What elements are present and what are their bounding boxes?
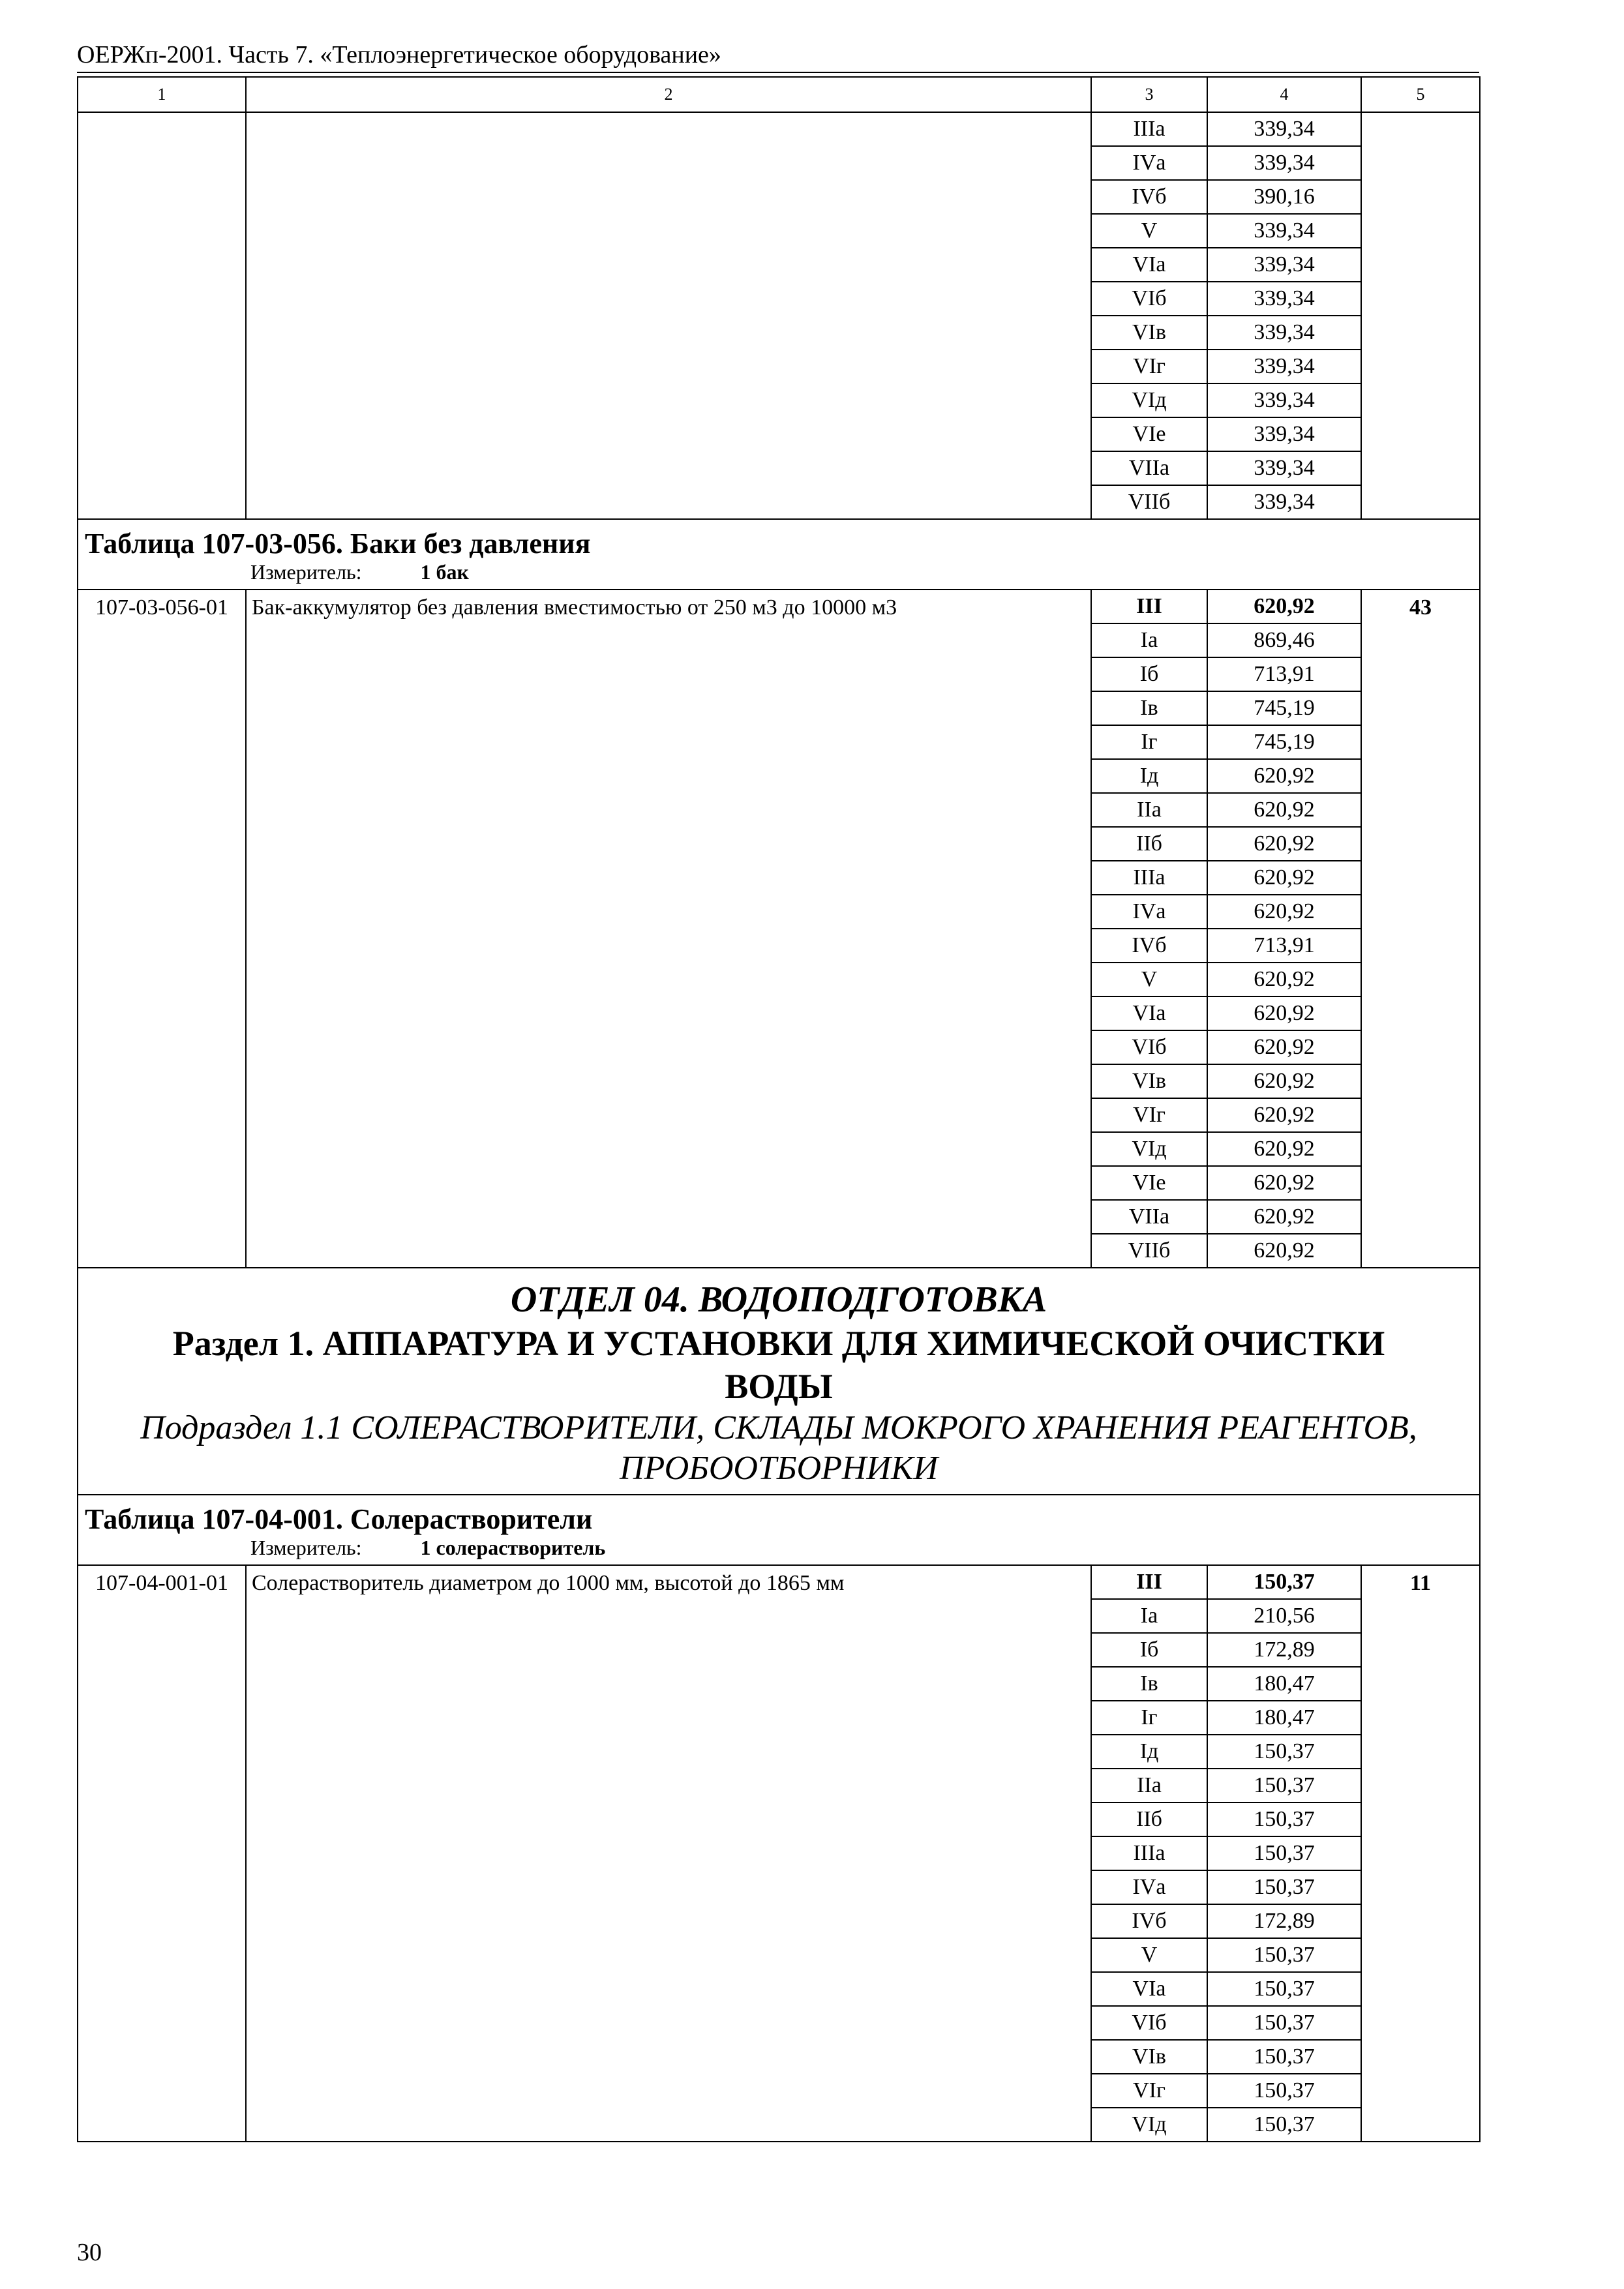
value-cell: 620,92 bbox=[1207, 996, 1361, 1030]
zone-cell: VIIа bbox=[1091, 451, 1207, 485]
table2-measure-cell bbox=[78, 1536, 1480, 1565]
part-heading: ВОДЫ bbox=[725, 1367, 833, 1406]
item-description-cell: Бак-аккумулятор без давления вместимостью от 250 м3 до 10000 м3 bbox=[246, 590, 1091, 1268]
zone-cell: IIб bbox=[1091, 1803, 1207, 1836]
zone-cell: IVа bbox=[1091, 146, 1207, 180]
zone-cell: VIг bbox=[1091, 2074, 1207, 2108]
value-cell: 339,34 bbox=[1207, 485, 1361, 519]
part-heading: Раздел 1. АППАРАТУРА И УСТАНОВКИ ДЛЯ ХИМИЧЕСКОЙ ОЧИСТКИ bbox=[172, 1324, 1385, 1363]
measure-label: Измеритель: bbox=[250, 560, 362, 584]
zone-cell: VIIб bbox=[1091, 1234, 1207, 1268]
table-row bbox=[78, 1565, 1480, 1599]
zone-cell: IIб bbox=[1091, 827, 1207, 861]
item-column5-cell: 43 bbox=[1361, 590, 1480, 1268]
value-cell: 620,92 bbox=[1207, 1200, 1361, 1234]
zone-cell: IIа bbox=[1091, 793, 1207, 827]
zone-cell: IVб bbox=[1091, 1904, 1207, 1938]
zone-cell: V bbox=[1091, 963, 1207, 996]
zone-cell: VIв bbox=[1091, 316, 1207, 350]
zone-cell: VIг bbox=[1091, 1098, 1207, 1132]
value-cell: 869,46 bbox=[1207, 623, 1361, 657]
value-cell: 339,34 bbox=[1207, 112, 1361, 146]
value-cell: 150,37 bbox=[1207, 2040, 1361, 2074]
value-cell: 745,19 bbox=[1207, 691, 1361, 725]
measure-label: Измеритель: bbox=[250, 1536, 362, 1559]
zone-cell: VIг bbox=[1091, 350, 1207, 383]
section-heading-cell bbox=[78, 1268, 1480, 1495]
item-code-cell: 107-04-001-01 bbox=[78, 1565, 246, 2142]
subpart-heading: ПРОБООТБОРНИКИ bbox=[619, 1450, 939, 1487]
value-cell: 339,34 bbox=[1207, 214, 1361, 248]
table1-measure-row bbox=[78, 560, 1480, 590]
zone-cell: IVа bbox=[1091, 895, 1207, 929]
zone-cell: VIа bbox=[1091, 248, 1207, 282]
zone-cell: Iг bbox=[1091, 725, 1207, 759]
value-cell: 150,37 bbox=[1207, 2074, 1361, 2108]
value-cell: 150,37 bbox=[1207, 1803, 1361, 1836]
value-cell: 620,92 bbox=[1207, 1166, 1361, 1200]
value-cell: 620,92 bbox=[1207, 827, 1361, 861]
value-cell: 620,92 bbox=[1207, 963, 1361, 996]
item-description-cell bbox=[246, 112, 1091, 519]
value-cell: 620,92 bbox=[1207, 793, 1361, 827]
value-cell: 339,34 bbox=[1207, 383, 1361, 417]
value-cell: 339,34 bbox=[1207, 350, 1361, 383]
value-cell: 620,92 bbox=[1207, 1132, 1361, 1166]
zone-cell: VIе bbox=[1091, 417, 1207, 451]
zone-cell: VIIб bbox=[1091, 485, 1207, 519]
department-heading: ОТДЕЛ 04. ВОДОПОДГОТОВКА bbox=[510, 1279, 1047, 1320]
zone-cell: Iб bbox=[1091, 657, 1207, 691]
zone-cell: Iа bbox=[1091, 623, 1207, 657]
zone-cell: VIа bbox=[1091, 996, 1207, 1030]
header-rule bbox=[77, 72, 1479, 73]
value-cell: 713,91 bbox=[1207, 929, 1361, 963]
column-number: 2 bbox=[246, 77, 1091, 112]
norms-table-body bbox=[78, 77, 1480, 2142]
value-cell: 339,34 bbox=[1207, 248, 1361, 282]
value-cell: 339,34 bbox=[1207, 417, 1361, 451]
value-cell: 180,47 bbox=[1207, 1701, 1361, 1735]
zone-cell: VIв bbox=[1091, 2040, 1207, 2074]
zone-cell: VIе bbox=[1091, 1166, 1207, 1200]
zone-cell: VIб bbox=[1091, 2006, 1207, 2040]
zone-cell: VIб bbox=[1091, 1030, 1207, 1064]
value-cell: 339,34 bbox=[1207, 282, 1361, 316]
column-number-row bbox=[78, 77, 1480, 112]
value-cell: 172,89 bbox=[1207, 1904, 1361, 1938]
zone-cell: IIIа bbox=[1091, 112, 1207, 146]
value-cell: 620,92 bbox=[1207, 1098, 1361, 1132]
value-cell: 339,34 bbox=[1207, 451, 1361, 485]
measure-unit: 1 бак bbox=[420, 560, 469, 584]
item-description-cell: Солерастворитель диаметром до 1000 мм, высотой до 1865 мм bbox=[246, 1565, 1091, 2142]
zone-cell: VIд bbox=[1091, 383, 1207, 417]
zone-cell: III bbox=[1091, 1565, 1207, 1599]
measure-unit: 1 солерастворитель bbox=[420, 1536, 606, 1559]
table-row bbox=[78, 112, 1480, 146]
zone-cell: IVа bbox=[1091, 1870, 1207, 1904]
zone-cell: V bbox=[1091, 214, 1207, 248]
value-cell: 180,47 bbox=[1207, 1667, 1361, 1701]
zone-cell: VIв bbox=[1091, 1064, 1207, 1098]
value-cell: 620,92 bbox=[1207, 1234, 1361, 1268]
table2-title-row bbox=[78, 1495, 1480, 1536]
table1-title: Таблица 107-03-056. Баки без давления bbox=[78, 519, 1480, 560]
zone-cell: VIд bbox=[1091, 2108, 1207, 2142]
value-cell: 172,89 bbox=[1207, 1633, 1361, 1667]
table1-measure-cell bbox=[78, 560, 1480, 590]
zone-cell: Iд bbox=[1091, 759, 1207, 793]
zone-cell: Iв bbox=[1091, 691, 1207, 725]
table2-measure-row bbox=[78, 1536, 1480, 1565]
item-code-cell bbox=[78, 112, 246, 519]
value-cell: 150,37 bbox=[1207, 1735, 1361, 1769]
page-header: ОЕРЖп-2001. Часть 7. «Теплоэнергетическое оборудование» bbox=[77, 41, 721, 68]
zone-cell: IIIа bbox=[1091, 861, 1207, 895]
table1-title-row bbox=[78, 519, 1480, 560]
zone-cell: Iа bbox=[1091, 1599, 1207, 1633]
page-number: 30 bbox=[77, 2239, 102, 2266]
section-heading-row bbox=[78, 1268, 1480, 1495]
zone-cell: IIIа bbox=[1091, 1836, 1207, 1870]
value-cell: 620,92 bbox=[1207, 895, 1361, 929]
norms-table bbox=[77, 76, 1481, 2142]
value-cell: 150,37 bbox=[1207, 1972, 1361, 2006]
item-code-cell: 107-03-056-01 bbox=[78, 590, 246, 1268]
zone-cell: VIб bbox=[1091, 282, 1207, 316]
value-cell: 390,16 bbox=[1207, 180, 1361, 214]
column-number: 3 bbox=[1091, 77, 1207, 112]
zone-cell: V bbox=[1091, 1938, 1207, 1972]
value-cell: 150,37 bbox=[1207, 1870, 1361, 1904]
item-column5-cell: 11 bbox=[1361, 1565, 1480, 2142]
zone-cell: VIIа bbox=[1091, 1200, 1207, 1234]
column-number: 5 bbox=[1361, 77, 1480, 112]
value-cell: 620,92 bbox=[1207, 1030, 1361, 1064]
zone-cell: IVб bbox=[1091, 929, 1207, 963]
value-cell: 150,37 bbox=[1207, 2108, 1361, 2142]
value-cell: 210,56 bbox=[1207, 1599, 1361, 1633]
column-number: 1 bbox=[78, 77, 246, 112]
value-cell: 745,19 bbox=[1207, 725, 1361, 759]
value-cell: 150,37 bbox=[1207, 1565, 1361, 1599]
value-cell: 620,92 bbox=[1207, 1064, 1361, 1098]
subpart-heading: Подраздел 1.1 СОЛЕРАСТВОРИТЕЛИ, СКЛАДЫ МОКРОГО ХРАНЕНИЯ РЕАГЕНТОВ, bbox=[140, 1409, 1417, 1446]
zone-cell: Iг bbox=[1091, 1701, 1207, 1735]
value-cell: 339,34 bbox=[1207, 146, 1361, 180]
zone-cell: Iд bbox=[1091, 1735, 1207, 1769]
table2-title: Таблица 107-04-001. Солерастворители bbox=[78, 1495, 1480, 1536]
zone-cell: VIа bbox=[1091, 1972, 1207, 2006]
table-row bbox=[78, 590, 1480, 623]
value-cell: 150,37 bbox=[1207, 1938, 1361, 1972]
value-cell: 620,92 bbox=[1207, 861, 1361, 895]
value-cell: 150,37 bbox=[1207, 1769, 1361, 1803]
zone-cell: Iв bbox=[1091, 1667, 1207, 1701]
value-cell: 620,92 bbox=[1207, 590, 1361, 623]
value-cell: 150,37 bbox=[1207, 1836, 1361, 1870]
column-number: 4 bbox=[1207, 77, 1361, 112]
value-cell: 620,92 bbox=[1207, 759, 1361, 793]
value-cell: 150,37 bbox=[1207, 2006, 1361, 2040]
zone-cell: IIа bbox=[1091, 1769, 1207, 1803]
zone-cell: IVб bbox=[1091, 180, 1207, 214]
zone-cell: VIд bbox=[1091, 1132, 1207, 1166]
zone-cell: III bbox=[1091, 590, 1207, 623]
zone-cell: Iб bbox=[1091, 1633, 1207, 1667]
value-cell: 339,34 bbox=[1207, 316, 1361, 350]
item-column5-cell bbox=[1361, 112, 1480, 519]
value-cell: 713,91 bbox=[1207, 657, 1361, 691]
